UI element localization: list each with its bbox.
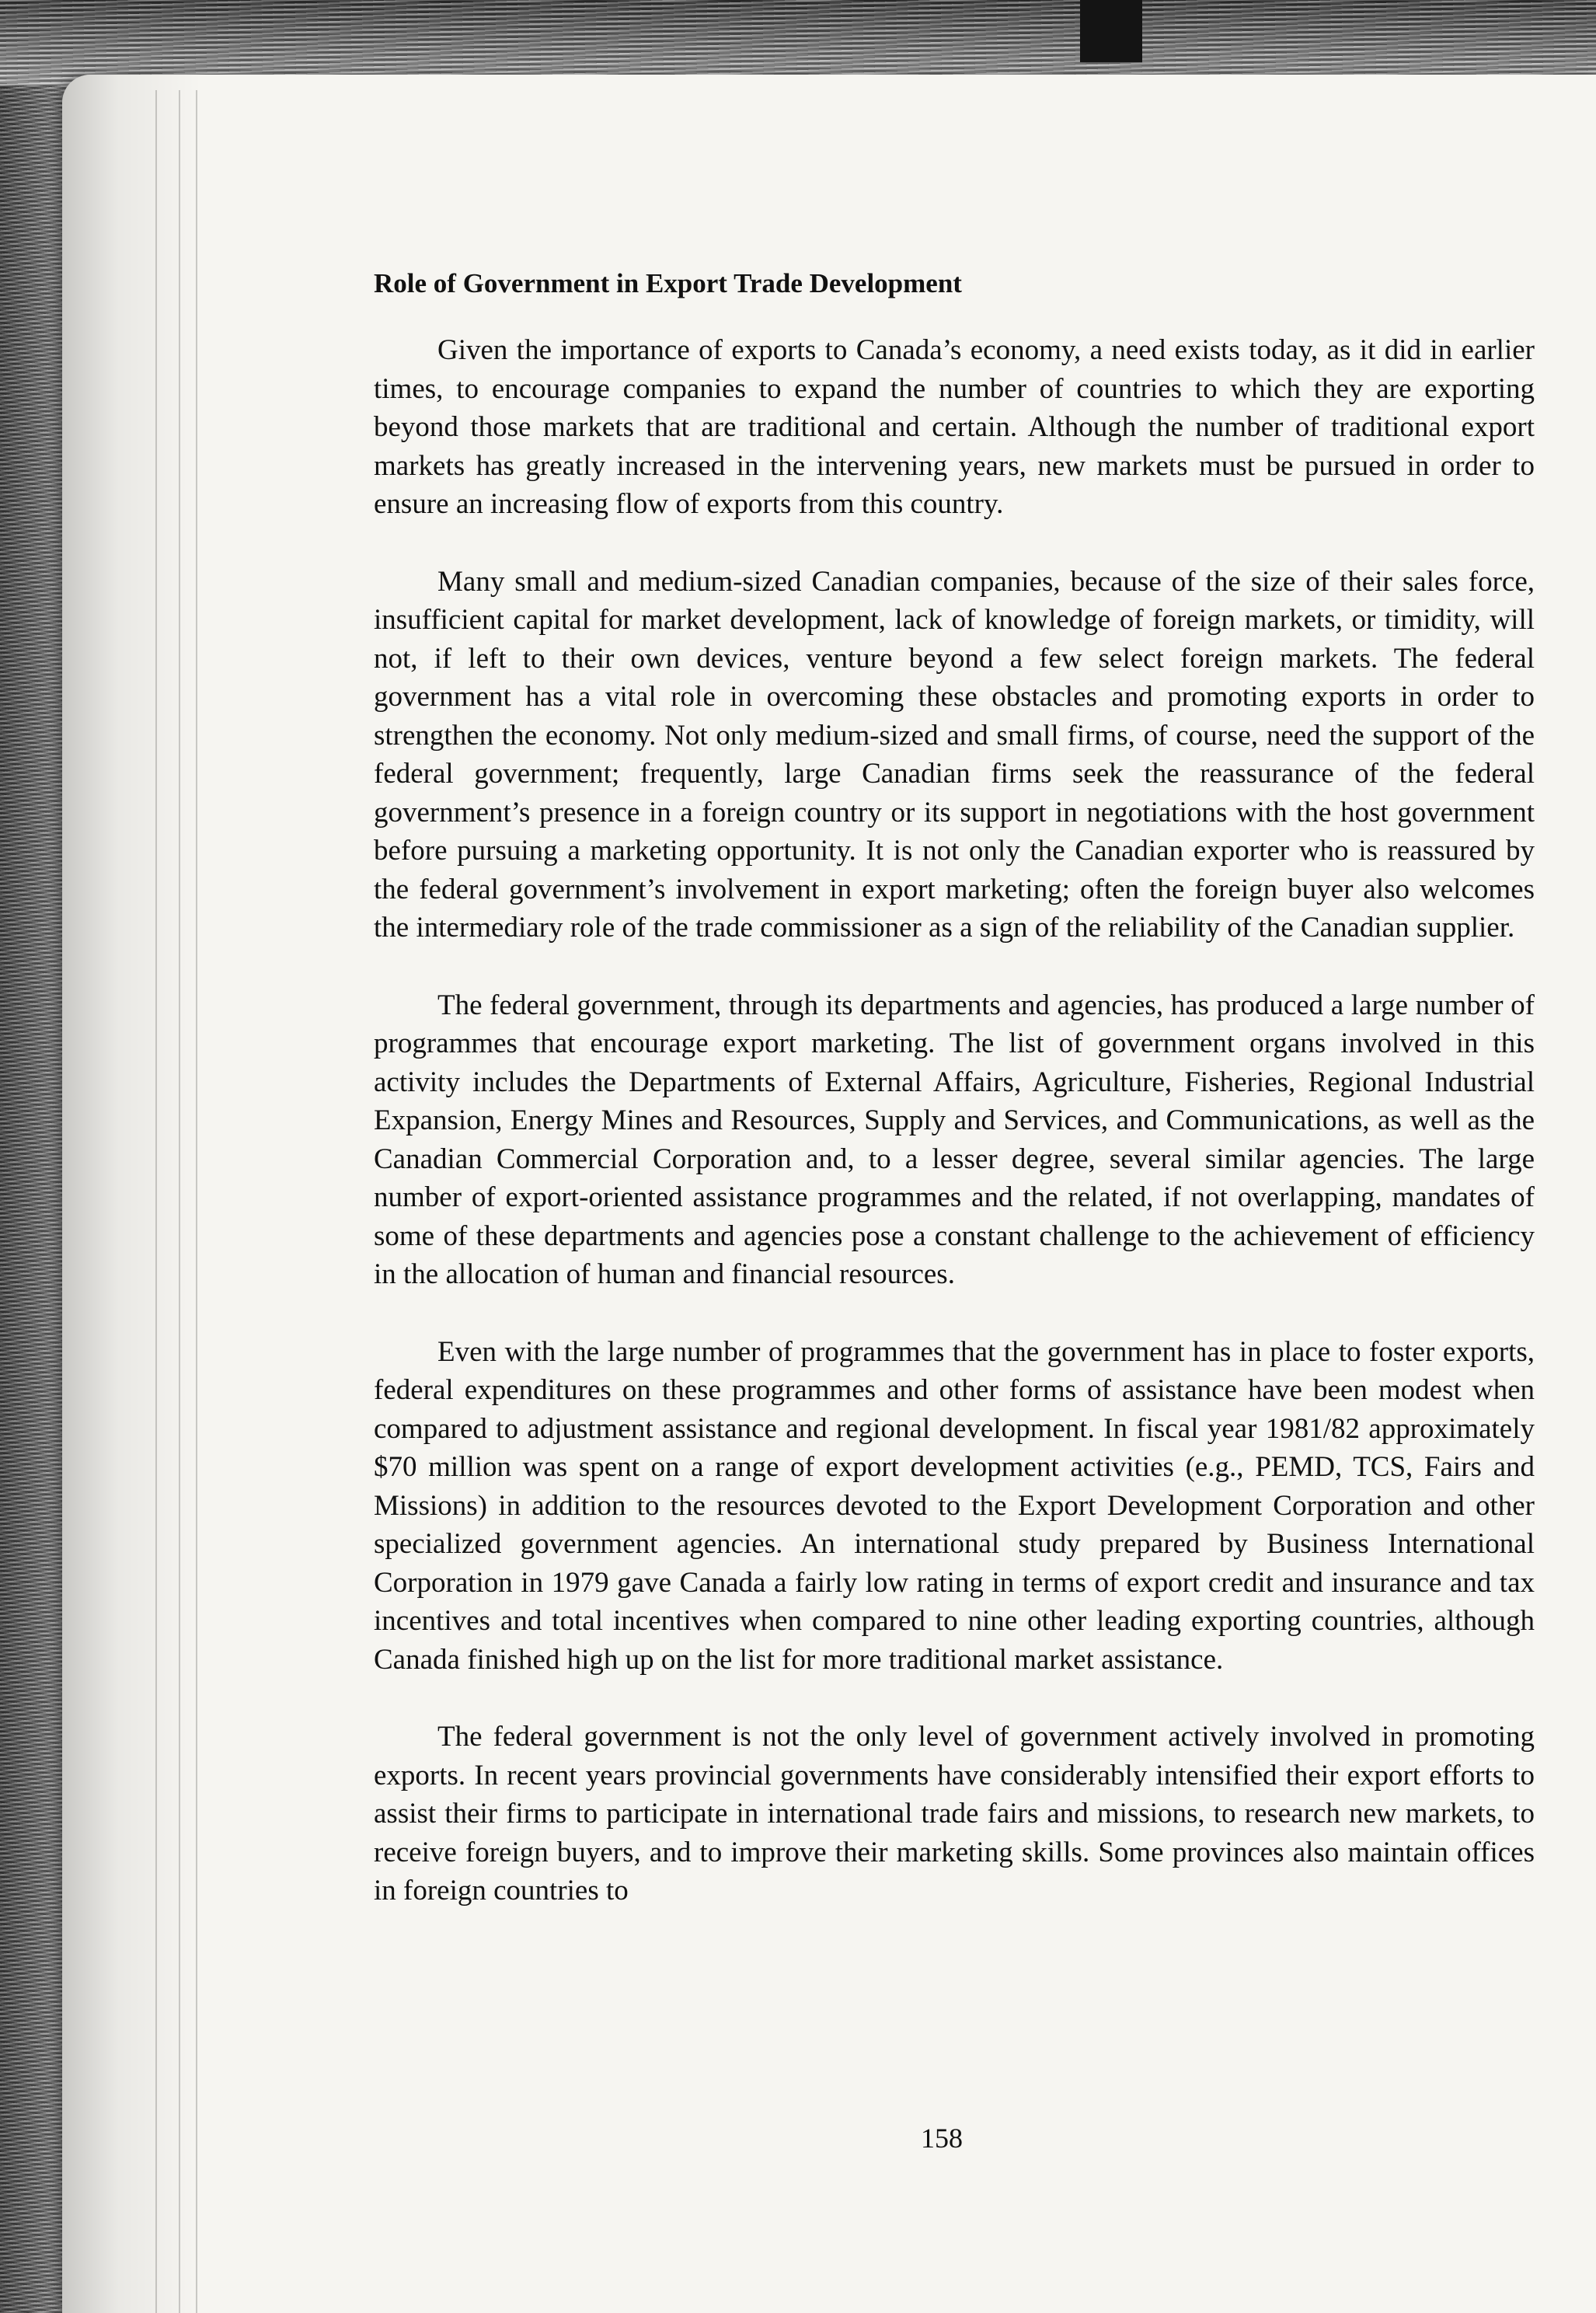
- paragraph-1: Given the importance of exports to Canada’s economy, a need exists today, as it did in earlier times, to encourage companies to expand the number of countries to which they are exporting beyond those markets that are traditional and certain. Although the number of traditional export markets has greatly increased in the intervening years, new markets must be pursued in order to ensure an increasing flow of exports from this country.: [374, 334, 1535, 520]
- gutter-line: [196, 90, 197, 2313]
- scan-edge-shadow: [1080, 0, 1142, 62]
- gutter-line: [155, 90, 157, 2313]
- paragraph-4: Even with the large number of programmes that the government has in place to foster exports, federal expenditures on these programmes and other forms of assistance have been modest when compared to adjustment assistance and regional development. In fiscal year 1981/82 approximately $70 million was spent on a range of export development activities (e.g., PEMD, TCS, Fairs and Missions) in addition to the resources devoted to the Export Development Corporation and other specialized government agencies. An international study prepared by Business International Corporation in 1979 gave Canada a fairly low rating in terms of export credit and insurance and tax incentives and total incentives when compared to nine other leading exporting countries, although Canada finished high up on the list for more traditional market assistance.: [374, 1335, 1535, 1676]
- paragraph-5: The federal government is not the only level of government actively involved in promoting exports. In recent years provincial governments have considerably intensified their export efforts to assist their firms to participate in international trade fairs and missions, to research new markets, to receive foreign buyers, and to improve their marketing skills. Some provinces also maintain offices in foreign countries to: [374, 1721, 1535, 1907]
- scan-edge-top: [0, 0, 1596, 85]
- paragraph-2: Many small and medium-sized Canadian companies, because of the size of their sales force, insufficient capital for market development, lack of knowledge of foreign markets, or timidity, will not, if left to their own devices, venture beyond a few select foreign markets. The federal government has a vital role in overcoming these obstacles and promoting exports in order to strengthen the economy. Not only medium-sized and small firms, of course, need the support of the federal government; frequently, large Canadian firms seek the reassurance of the federal government’s presence in a foreign country or its support in negotiations with the host government before pursuing a marketing opportunity. It is not only the Canadian exporter who is reassured by the federal government’s involvement in export marketing; often the foreign buyer also welcomes the intermediary role of the trade commissioner as a sign of the reliability of the Canadian supplier.: [374, 565, 1535, 944]
- page-number: 158: [921, 2123, 963, 2154]
- document-body: [374, 264, 1535, 1949]
- gutter-line: [179, 90, 180, 2313]
- section-heading: Role of Government in Export Trade Development: [374, 268, 962, 298]
- paragraph-3: The federal government, through its departments and agencies, has produced a large number of programmes that encourage export marketing. The list of government organs involved in this activity includes the Departments of External Affairs, Agriculture, Fisheries, Regional Industrial Expansion, Energy Mines and Resources, Supply and Services, and Communications, as well as the Canadian Commercial Corporation and, to a lesser degree, several similar agencies. The large number of export-oriented assistance programmes and the related, if not overlapping, mandates of some of these departments and agencies pose a constant challenge to the achievement of efficiency in the allocation of human and financial resources.: [374, 989, 1535, 1290]
